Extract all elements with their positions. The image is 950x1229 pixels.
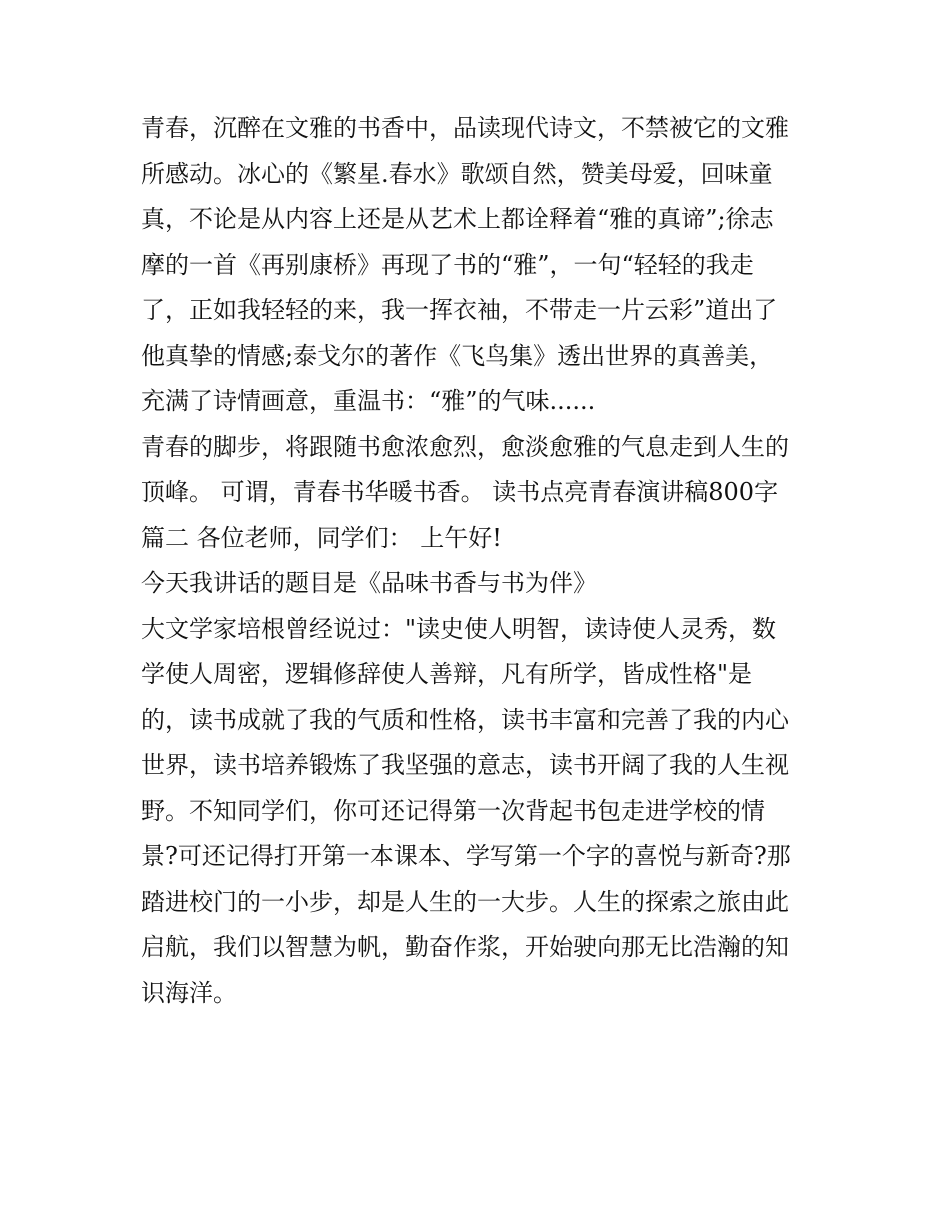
text-line: 大文学家培根曾经说过："读史使人明智，读诗使人灵秀，数: [141, 614, 777, 643]
text-line: 了，正如我轻轻的来，我一挥衣袖，不带走一片云彩”道出了: [141, 296, 778, 324]
body-text: [141, 106, 821, 1016]
text-line: 所感动。冰心的《繁星.春水》歌颂自然，赞美母爱，回味童: [141, 159, 773, 188]
text-line: 景?可还记得打开第一本课本、学写第一个字的喜悦与新奇?那: [141, 842, 791, 870]
text-line: 野。不知同学们，你可还记得第一次背起书包走进学校的情: [141, 796, 765, 825]
text-line: 启航，我们以智慧为帆，勤奋作浆，开始驶向那无比浩瀚的知: [141, 933, 789, 961]
text-line: 青春的脚步，将跟随书愈浓愈烈，愈淡愈雅的气息走到人生的: [141, 432, 789, 461]
text-line: 他真挚的情感;泰戈尔的著作《飞鸟集》透出世界的真善美，: [141, 341, 774, 370]
text-line: 顶峰。 可谓，青春书华暖书香。 读书点亮青春演讲稿800字: [141, 478, 779, 506]
text-line: 真，不论是从内容上还是从艺术上都诠释着“雅的真谛”;徐志: [141, 205, 774, 233]
text-line: 充满了诗情画意，重温书：“雅”的气味......: [141, 387, 596, 415]
text-line: 今天我讲话的题目是《品味书香与书为伴》: [141, 569, 597, 597]
text-line: 学使人周密，逻辑修辞使人善辩，凡有所学，皆成性格"是: [141, 660, 753, 688]
text-line: 篇二 各位老师，同学们： 上午好!: [141, 523, 502, 552]
text-line: 识海洋。: [141, 978, 237, 1007]
text-line: 世界，读书培养锻炼了我坚强的意志，读书开阔了我的人生视: [141, 751, 789, 779]
text-line: 摩的一首《再别康桥》再现了书的“雅”，一句“轻轻的我走: [141, 250, 754, 279]
text-line: 的，读书成就了我的气质和性格，读书丰富和完善了我的内心: [141, 705, 789, 734]
text-line: 踏进校门的一小步，却是人生的一大步。人生的探索之旅由此: [141, 887, 789, 916]
text-line: 青春，沉醉在文雅的书香中，品读现代诗文，不禁被它的文雅: [141, 114, 789, 142]
